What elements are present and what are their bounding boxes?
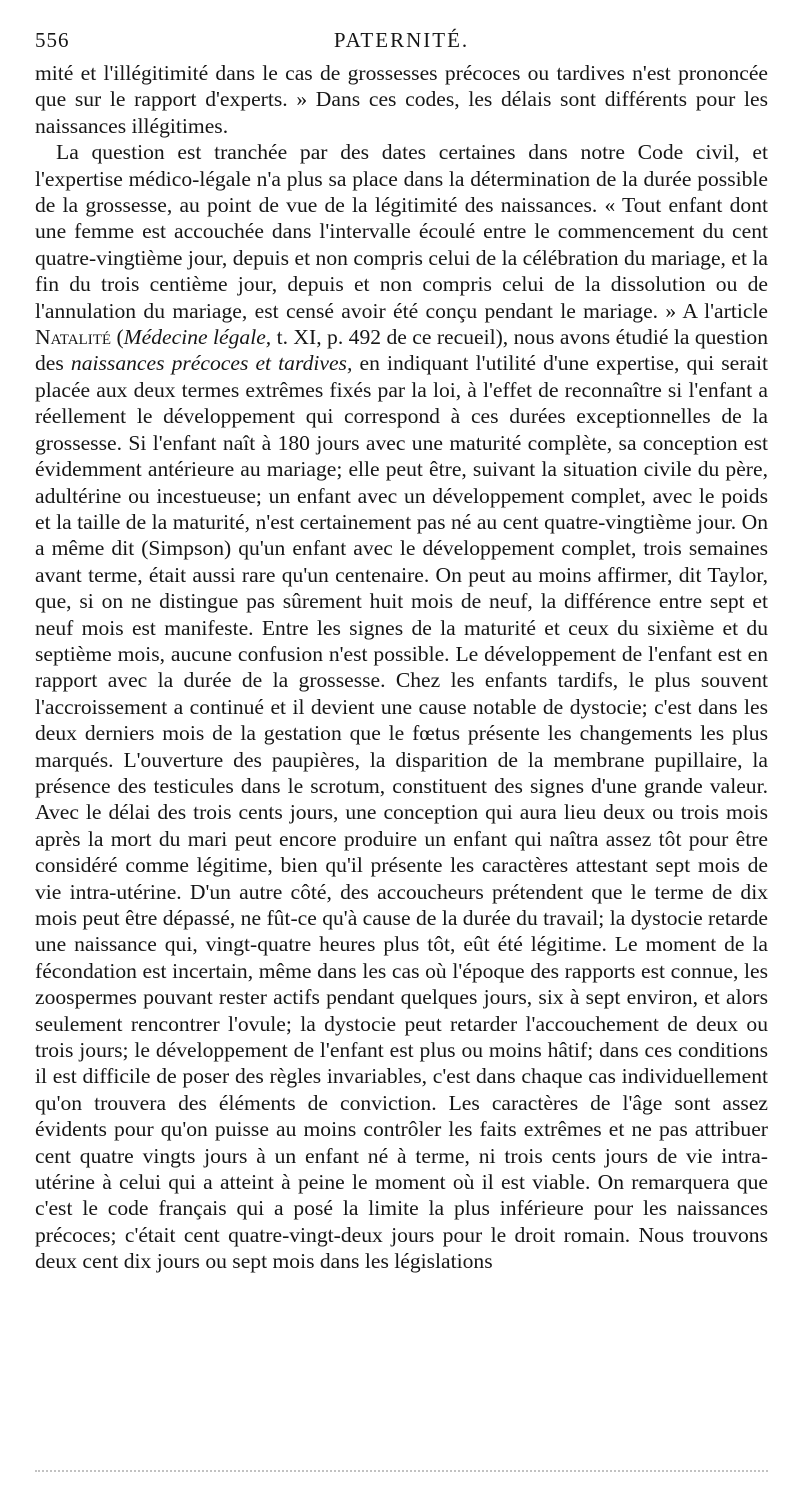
running-title: PATERNITÉ.: [333, 28, 470, 52]
paragraph-text-part: La question est tranchée par des dates certaines dans notre Code civil, et l'expertise médico-légale n'a plus sa place dans la détermination de la durée possible de la grossesse, au point de vue de la légitimité des naissances. « Tout enfant dont une femme est accouchée dans l'intervalle écoulé entre le commencement du cent quatre-vingtième jour, depuis et non compris celui de la célébration du mariage, et la fin du trois centième jour, depuis et non compris celui de la dissolution ou de l'annulation du mariage, est censé avoir été conçu pendant le mariage. » A l'article: [35, 140, 768, 323]
paragraph-continued: mité et l'illégitimité dans le cas de grossesses précoces ou tardives n'est prononcée que sur le rapport d'experts. » Dans ces codes, les délais sont différents pour les naissances illégitimes.: [35, 61, 768, 138]
italic-phrase: naissances précoces et tardives,: [70, 351, 353, 376]
paragraph-text-part: en indiquant l'utilité d'une expertise, qui serait placée aux deux termes extrêmes fixés par la loi, à l'effet de reconnaître si l'enfant a réellement le développement qui correspond à ces durées exceptionnelles de la grossesse. Si l'enfant naît à 180 jours avec une maturité complète, sa conception est évidemment antérieure au mariage; elle peut être, suivant la situation civile du père, adultérine ou incestueuse; un enfant avec un développement complet, avec le poids et la taille de la maturité, n'est certainement pas né au cent quatre-vingtième jour. On a même dit (Simpson) qu'un enfant avec le développement complet, trois semaines avant terme, était aussi rare qu'un centenaire. On peut au moins affirmer, dit Taylor, que, si on ne distingue pas sûrement huit mois de neuf, la différence entre sept et neuf mois est manifeste. Entre les signes de la maturité et ceux du sixième et du septième mois, aucune confusion n'est possible. Le développement de l'enfant est en rapport avec la durée de la grossesse. Chez les enfants tardifs, le plus souvent l'accroissement a continué et il devient une cause notable de dystocie; c'est dans les deux derniers mois de la gestation que le fœtus présente les changements les plus marqués. L'ouverture des paupières, la disparition de la membrane pupillaire, la présence des testicules dans le scrotum, constituent des signes d'une grande valeur. Avec le délai des trois cents jours, une conception qui aura lieu deux ou trois mois après la mort du mari peut encore produire un enfant qui naîtra assez tôt pour être considéré comme légitime, bien qu'il présente les caractères attestant sept mois de vie intra-utérine. D'un autre côté, des accoucheurs prétendent que le terme de dix mois peut être dépassé, ne fût-ce qu'à cause de la durée du travail; la dystocie retarde une naissance qui, vingt-quatre heures plus tôt, eût été légitime. Le moment de la fécondation est incertain, même dans les cas où l'époque des rapports est connue, les zoospermes pouvant rester actifs pendant quelques jours, six à sept environ, et alors seulement rencontrer l'ovule; la dystocie peut retarder l'accouchement de deux ou trois jours; le développement de l'enfant est plus ou moins hâtif; dans ces conditions il est difficile de poser des règles invariables, c'est dans chaque cas individuellement qu'on trouvera des éléments de conviction. Les caractères de l'âge sont assez évidents pour qu'on puisse au moins contrôler les faits extrêmes et ne pas attribuer cent quatre vingts jours à un enfant né à terme, ni trois cents jours de vie intra-utérine à celui qui a atteint à peine le moment où il est viable. On remarquera que c'est le code français qui a posé la limite la plus inférieure pour les naissances précoces; c'était cent quatre-vingt-deux jours pour le droit romain. Nous trouvons deux cent dix jours ou sept mois dans les législations: [35, 351, 769, 1274]
publication-title: Médecine légale,: [123, 325, 272, 350]
book-page: [35, 28, 768, 1275]
bottom-rule: [35, 1470, 768, 1472]
paragraph-text-part: (: [111, 325, 124, 350]
article-reference: Natalité: [35, 325, 112, 350]
paragraph-main: [35, 139, 768, 1274]
paragraph-text-part: t. XI, p. 492 de ce recueil), nous avons étudié la question des: [35, 325, 769, 376]
text-body: [35, 60, 768, 1275]
running-head: [35, 28, 768, 54]
page-number: 556: [35, 28, 70, 52]
